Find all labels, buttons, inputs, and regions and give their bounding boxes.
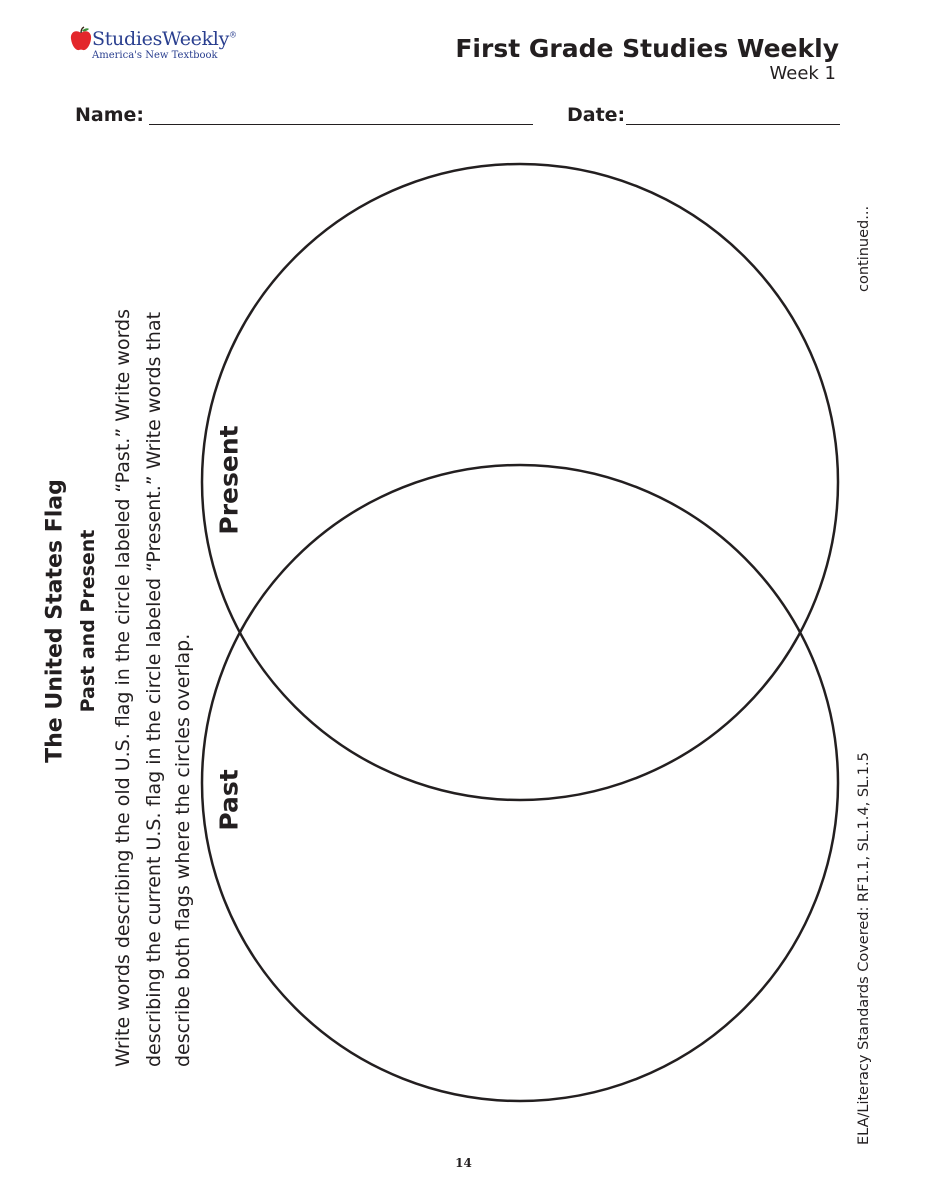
name-label: Name: bbox=[75, 104, 145, 126]
date-label: Date: bbox=[567, 104, 626, 126]
week-label: Week 1 bbox=[769, 63, 836, 84]
activity-title: The United States Flag bbox=[42, 479, 68, 763]
instructions-line-2: describing the current U.S. flag in the circle labeled “Present.” Write words that bbox=[143, 311, 165, 1067]
document-title: First Grade Studies Weekly bbox=[455, 34, 839, 63]
past-label: Past bbox=[214, 769, 244, 831]
logo-tagline: America's New Textbook bbox=[92, 50, 218, 61]
instructions-line-1: Write words describing the old U.S. flag in the circle labeled “Past.” Write words bbox=[112, 308, 134, 1067]
continued-note: continued... bbox=[856, 205, 872, 292]
activity-subtitle: Past and Present bbox=[77, 529, 99, 713]
instructions-line-3: describe both flags where the circles overlap. bbox=[172, 633, 194, 1067]
present-label: Present bbox=[214, 425, 244, 535]
past-circle[interactable] bbox=[202, 465, 838, 1101]
page-number: 14 bbox=[455, 1156, 472, 1170]
present-circle[interactable] bbox=[202, 164, 838, 800]
standards-note: ELA/Literacy Standards Covered: RF1.1, SL.1.4, SL.1.5 bbox=[856, 752, 872, 1145]
logo-wordmark: StudiesWeekly® bbox=[92, 28, 237, 50]
